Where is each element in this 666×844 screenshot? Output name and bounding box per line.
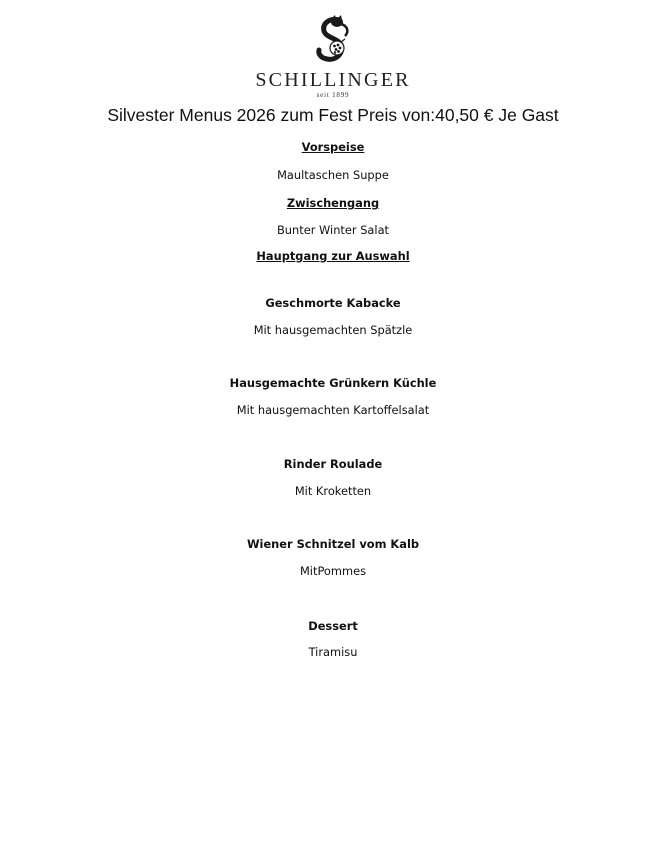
main-option-name: Geschmorte Kabacke [265, 296, 401, 310]
zwischengang-heading: Zwischengang [286, 196, 380, 210]
main-option-name: Wiener Schnitzel vom Kalb [246, 537, 420, 551]
hauptgang-heading: Hauptgang zur Auswahl [256, 249, 410, 263]
brand-name: SCHILLINGER [255, 69, 411, 91]
menu-title: Silvester Menus 2026 zum Fest Preis von:40,50 € Je Gast [107, 105, 559, 125]
brand-since: seit 1899 [316, 91, 350, 99]
main-option-side: Mit hausgemachten Kartoffelsalat [236, 403, 430, 417]
brand-logo [0, 14, 666, 100]
cat-emblem-icon [308, 14, 358, 66]
main-option-side: MitPommes [299, 564, 367, 578]
main-option-side: Mit hausgemachten Spätzle [253, 323, 413, 337]
dessert-dish: Tiramisu [308, 645, 358, 659]
main-option-side: Mit Kroketten [294, 484, 372, 498]
main-option-name: Hausgemachte Grünkern Küchle [229, 376, 437, 390]
vorspeise-dish: Maultaschen Suppe [277, 168, 389, 182]
zwischengang-dish: Bunter Winter Salat [276, 223, 390, 237]
vorspeise-heading: Vorspeise [301, 140, 365, 154]
dessert-heading: Dessert [308, 619, 358, 633]
main-option-name: Rinder Roulade [283, 457, 383, 471]
